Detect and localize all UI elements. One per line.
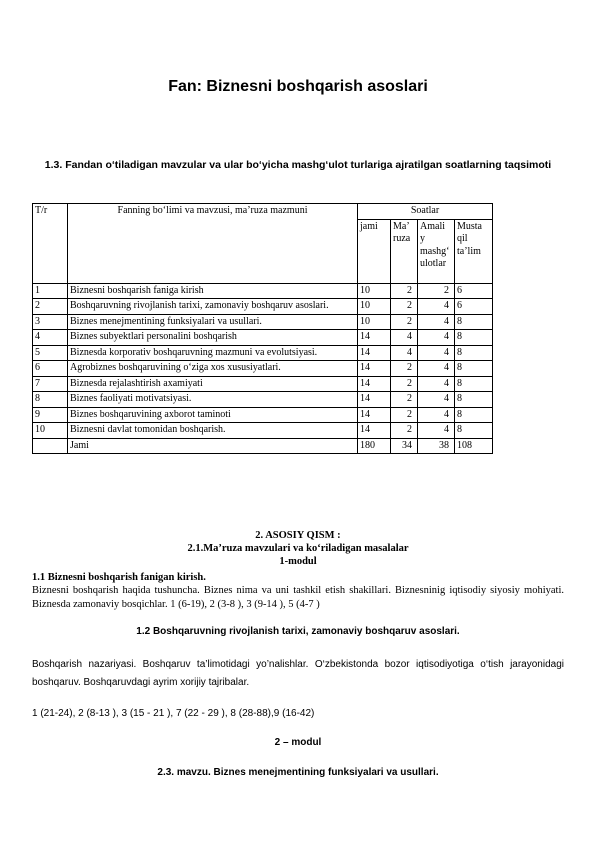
row-independent-hours: 8: [455, 345, 493, 361]
hours-distribution-table: [32, 203, 493, 454]
row-topic: Biznesda korporativ boshqaruvning mazmuni va evolutsiyasi.: [68, 345, 358, 361]
total-label: Jami: [68, 438, 358, 454]
grand-total-hours: 180: [358, 438, 391, 454]
row-number: 1: [33, 283, 68, 299]
header-total: jami: [358, 219, 391, 283]
row-practical-hours: 4: [418, 314, 455, 330]
row-lecture-hours: 4: [391, 345, 418, 361]
header-hours: Soatlar: [358, 204, 493, 220]
total-lecture-hours: 34: [391, 438, 418, 454]
row-practical-hours: 2: [418, 283, 455, 299]
row-practical-hours: 4: [418, 423, 455, 439]
row-total-hours: 14: [358, 407, 391, 423]
table-row: [33, 376, 493, 392]
table-row: [33, 345, 493, 361]
row-number: 8: [33, 392, 68, 408]
section-heading: 1.3. Fandan o‘tiladigan mavzular va ular bo‘yicha mashg‘ulot turlariga ajratilgan soatlarning taqsimoti: [44, 159, 552, 171]
row-topic: Boshqaruvning rivojlanish tarixi, zamonaviy boshqaruv asoslari.: [68, 299, 358, 315]
table-total-row: [33, 438, 493, 454]
row-total-hours: 14: [358, 423, 391, 439]
row-independent-hours: 8: [455, 407, 493, 423]
part-heading: 2. ASOSIY QISM :: [255, 530, 341, 541]
header-topic: Fanning bo‘limi va mavzusi, ma’ruza mazmuni: [68, 204, 358, 284]
total-independent-hours: 108: [455, 438, 493, 454]
row-topic: Biznesni boshqarish faniga kirish: [68, 283, 358, 299]
row-independent-hours: 8: [455, 361, 493, 377]
row-lecture-hours: 2: [391, 376, 418, 392]
row-independent-hours: 6: [455, 283, 493, 299]
topic-2-references: 1 (21-24), 2 (8-13 ), 3 (15 - 21 ), 7 (22 - 29 ), 8 (28-88),9 (16-42): [32, 708, 315, 719]
table-row: [33, 361, 493, 377]
table-row: [33, 299, 493, 315]
row-independent-hours: 8: [455, 392, 493, 408]
table-row: [33, 330, 493, 346]
row-practical-hours: 4: [418, 407, 455, 423]
row-practical-hours: 4: [418, 330, 455, 346]
row-independent-hours: 8: [455, 314, 493, 330]
row-total-hours: 14: [358, 330, 391, 346]
row-lecture-hours: 2: [391, 407, 418, 423]
row-number: 2: [33, 299, 68, 315]
row-number: 9: [33, 407, 68, 423]
row-independent-hours: 8: [455, 423, 493, 439]
row-independent-hours: 6: [455, 299, 493, 315]
row-topic: Biznesda rejalashtirish axamiyati: [68, 376, 358, 392]
row-independent-hours: 8: [455, 330, 493, 346]
row-lecture-hours: 2: [391, 423, 418, 439]
module-1-heading: 1-modul: [279, 556, 317, 567]
total-row-blank: [33, 438, 68, 454]
header-independent: Musta qil ta’lim: [455, 219, 493, 283]
topic-1-title: 1.1 Biznesni boshqarish fanigan kirish.: [32, 572, 206, 583]
row-practical-hours: 4: [418, 345, 455, 361]
header-practical: Amali y mashg‘ ulotlar: [418, 219, 455, 283]
row-number: 5: [33, 345, 68, 361]
row-lecture-hours: 4: [391, 330, 418, 346]
row-lecture-hours: 2: [391, 283, 418, 299]
topic-2-title: 1.2 Boshqaruvning rivojlanish tarixi, zamonaviy boshqaruv asoslari.: [136, 626, 460, 637]
table-row: [33, 423, 493, 439]
document-title: Fan: Biznesni boshqarish asoslari: [168, 78, 428, 95]
row-topic: Biznes subyektlari personalini boshqarish: [68, 330, 358, 346]
row-total-hours: 10: [358, 299, 391, 315]
row-topic: Biznes boshqaruvining axborot taminoti: [68, 407, 358, 423]
row-lecture-hours: 2: [391, 314, 418, 330]
row-number: 10: [33, 423, 68, 439]
row-total-hours: 10: [358, 283, 391, 299]
table-row: [33, 407, 493, 423]
topic-3-title: 2.3. mavzu. Biznes menejmentining funksiyalari va usullari.: [157, 767, 439, 778]
module-2-heading: 2 – modul: [274, 737, 322, 748]
table-row: [33, 283, 493, 299]
row-practical-hours: 4: [418, 361, 455, 377]
row-topic: Biznes faoliyati motivatsiyasi.: [68, 392, 358, 408]
lecture-topics-heading: 2.1.Ma’ruza mavzulari va ko‘riladigan masalalar: [187, 543, 409, 554]
topic-2-body: Boshqarish nazariyasi. Boshqaruv ta’limotidagi yo’nalishlar. O‘zbekistonda bozor iqtisodiyotiga o‘tish jarayonidagi boshqaruv. Boshqaruvdagi ayrim xorijiy tajribalar.: [32, 659, 564, 688]
row-lecture-hours: 2: [391, 299, 418, 315]
row-number: 3: [33, 314, 68, 330]
row-total-hours: 10: [358, 314, 391, 330]
row-total-hours: 14: [358, 392, 391, 408]
table-row: [33, 314, 493, 330]
row-topic: Agrobiznes boshqaruvining o‘ziga xos xususiyatlari.: [68, 361, 358, 377]
total-practical-hours: 38: [418, 438, 455, 454]
row-lecture-hours: 2: [391, 361, 418, 377]
row-number: 4: [33, 330, 68, 346]
row-number: 6: [33, 361, 68, 377]
header-lecture: Ma’ ruza: [391, 219, 418, 283]
row-total-hours: 14: [358, 345, 391, 361]
row-topic: Biznesni davlat tomonidan boshqarish.: [68, 423, 358, 439]
row-number: 7: [33, 376, 68, 392]
row-total-hours: 14: [358, 376, 391, 392]
row-total-hours: 14: [358, 361, 391, 377]
row-practical-hours: 4: [418, 392, 455, 408]
row-independent-hours: 8: [455, 376, 493, 392]
topic-1-body: Biznesni boshqarish haqida tushuncha. Biznes nima va uni tashkil etish shakillari. Biznesninig iqtisodiy siyosiy mohiyati. Biznesda zamonaviy bosqichlar. 1 (6-19), 2 (3-8 ), 3 (9-14 ), 5 (4-7 ): [32, 585, 564, 610]
row-lecture-hours: 2: [391, 392, 418, 408]
table-header-row: [33, 204, 493, 220]
table-row: [33, 392, 493, 408]
row-practical-hours: 4: [418, 376, 455, 392]
row-topic: Biznes menejmentining funksiyalari va usullari.: [68, 314, 358, 330]
header-num: T/r: [33, 204, 68, 284]
row-practical-hours: 4: [418, 299, 455, 315]
